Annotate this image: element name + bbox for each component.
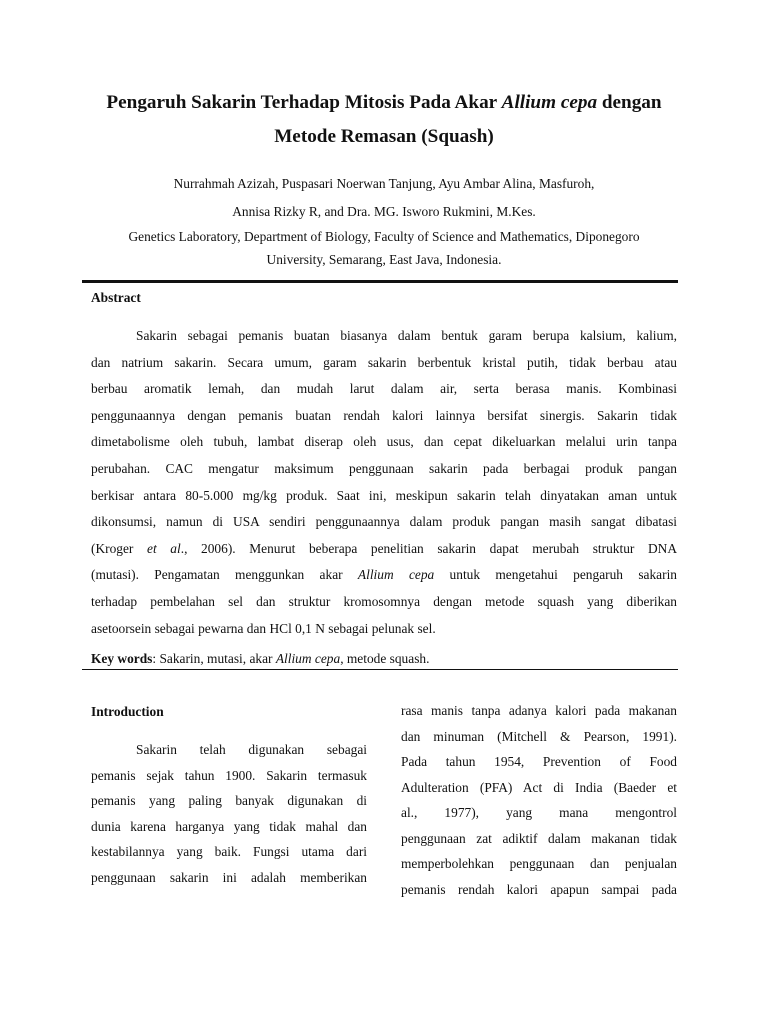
intro-line: al., 1977), yang mana mengontrol xyxy=(401,805,677,820)
intro-line: penggunaan sakarin ini adalah memberikan xyxy=(91,869,367,885)
paper-title xyxy=(80,86,688,154)
introduction-left-column xyxy=(91,737,367,890)
intro-line: Adulteration (PFA) Act di India (Baeder et xyxy=(401,779,677,795)
keywords-label: Key words xyxy=(91,651,153,666)
intro-line: pemanis sejak tahun 1900. Sakarin termasuk xyxy=(91,767,367,783)
abstract-line-species xyxy=(91,562,677,589)
affiliation-line: Genetics Laboratory, Department of Biology, Faculty of Science and Mathematics, Diponegoro xyxy=(128,229,640,244)
author-list xyxy=(80,170,688,226)
keywords-text: : Sakarin, mutasi, akar xyxy=(152,651,276,666)
divider-thick xyxy=(82,280,678,283)
abstract-line: dimetabolisme oleh tubuh, lambat diserap oleh usus, dan cepat dikeluarkan melalui urin tanpa xyxy=(91,434,677,450)
intro-line: Pada tahun 1954, Prevention of Food xyxy=(401,754,677,769)
title-text: Pengaruh Sakarin Terhadap Mitosis Pada Akar xyxy=(106,92,502,113)
abstract-line: terhadap pembelahan sel dan struktur kromosomnya dengan metode squash yang diberikan xyxy=(91,593,677,609)
abstract-text: ., 2006). Menurut beberapa penelitian sakarin dapat merubah struktur DNA xyxy=(180,540,677,556)
abstract-line: penggunaannya dengan pemanis buatan rendah kalori lainnya bersifat sinergis. Sakarin tidak xyxy=(91,407,677,423)
citation-et-al: et al xyxy=(147,540,181,556)
title-species: Allium cepa xyxy=(501,92,598,113)
abstract-line: dan natrium sakarin. Secara umum, garam sakarin berbentuk kristal putih, tidak berbau atau xyxy=(91,354,677,370)
intro-line: penggunaan zat adiktif dalam makanan tidak xyxy=(401,830,677,846)
introduction-right-column xyxy=(401,698,677,902)
abstract-text: (mutasi). Pengamatan menggunkan akar xyxy=(91,567,358,583)
introduction-heading: Introduction xyxy=(91,704,164,719)
intro-line: pemanis yang paling banyak digunakan di xyxy=(91,793,367,808)
author-line: Annisa Rizky R, and Dra. MG. Isworo Rukmini, M.Kes. xyxy=(232,204,536,219)
divider-thin xyxy=(82,669,678,670)
keywords-species: Allium cepa xyxy=(275,651,341,666)
keywords-text-end: , metode squash. xyxy=(340,651,430,666)
affiliation-line: University, Semarang, East Java, Indonesia. xyxy=(266,252,502,267)
author-line: Nurrahmah Azizah, Puspasari Noerwan Tanjung, Ayu Ambar Alina, Masfuroh, xyxy=(173,176,595,191)
title-text-end: dengan xyxy=(597,92,662,113)
abstract-line: dikonsumsi, namun di USA sendiri penggunaannya dalam produk pangan masih sangat dibatasi xyxy=(91,514,677,530)
keywords xyxy=(91,648,429,670)
abstract-line: Sakarin sebagai pemanis buatan biasanya dalam bentuk garam berupa kalsium, kalium, xyxy=(136,328,677,343)
abstract-line: asetoorsein sebagai pewarna dan HCl 0,1 N sebagai pelunak sel. xyxy=(91,620,436,636)
intro-line: dunia karena harganya yang tidak mahal dan xyxy=(91,818,367,834)
abstract-body xyxy=(91,323,677,642)
species-name: Allium cepa xyxy=(357,567,435,583)
intro-line: Sakarin telah digunakan sebagai xyxy=(136,742,367,757)
abstract-line: berbau aromatik lemah, dan mudah larut dalam air, serta berasa manis. Kombinasi xyxy=(91,381,677,397)
abstract-line: perubahan. CAC mengatur maksimum penggunaan sakarin pada berbagai produk pangan xyxy=(91,460,677,476)
intro-line: kestabilannya yang baik. Fungsi utama dari xyxy=(91,844,367,859)
intro-line: dan minuman (Mitchell & Pearson, 1991). xyxy=(401,728,677,744)
abstract-heading: Abstract xyxy=(91,290,141,305)
abstract-text: untuk mengetahui pengaruh sakarin xyxy=(434,567,677,583)
abstract-line-citation xyxy=(91,536,677,563)
title-line-2: Metode Remasan (Squash) xyxy=(274,126,494,147)
intro-line: rasa manis tanpa adanya kalori pada makanan xyxy=(401,703,677,718)
affiliation xyxy=(100,225,668,271)
intro-line: pemanis rendah kalori apapun sampai pada xyxy=(401,881,677,897)
abstract-line: berkisar antara 80-5.000 mg/kg produk. Saat ini, meskipun sakarin telah dinyatakan aman untuk xyxy=(91,487,677,503)
abstract-text: (Kroger xyxy=(91,540,148,556)
intro-line: memperbolehkan penggunaan dan penjualan xyxy=(401,856,677,871)
